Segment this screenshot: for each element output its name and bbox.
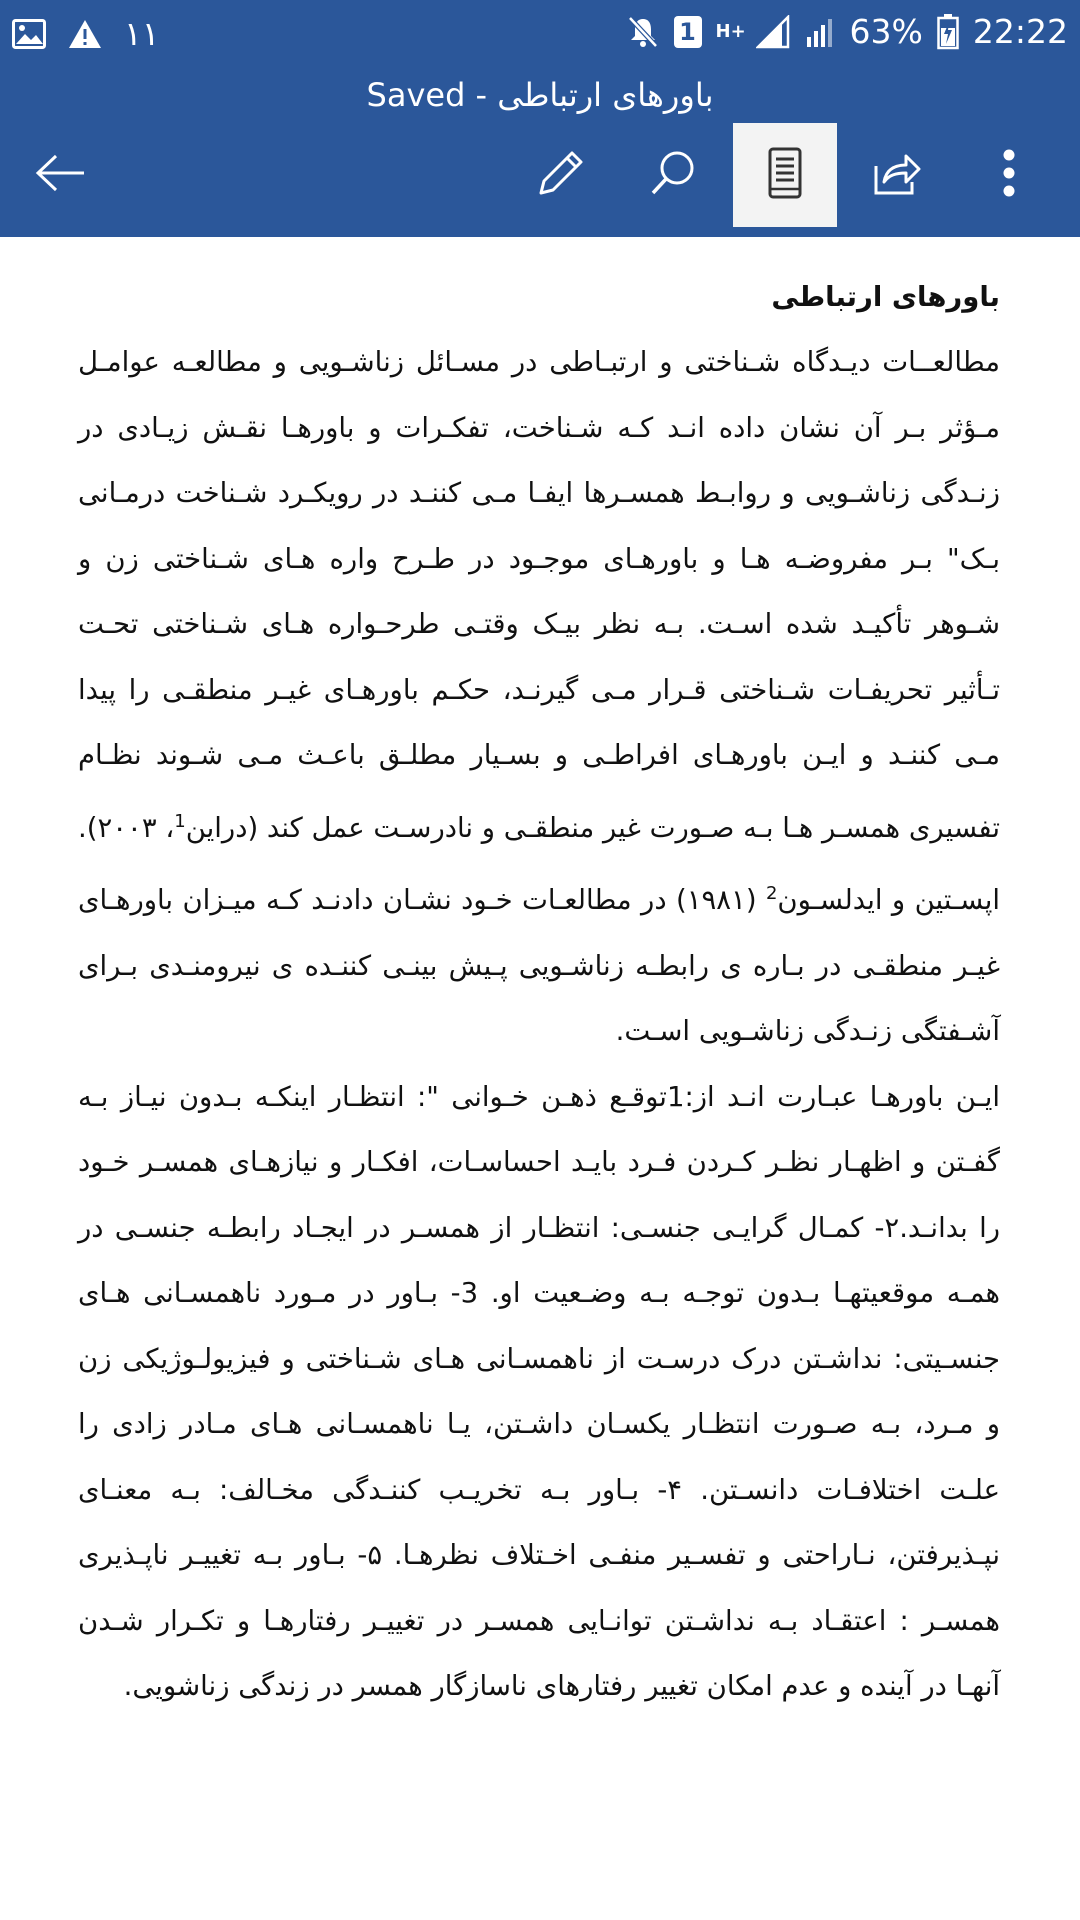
document-heading: باورهای ارتباطی: [771, 281, 1000, 313]
battery-percent: 63%: [849, 12, 923, 51]
paragraph-2-start: اپسـتین و ایدلسـون: [777, 884, 1000, 917]
document-body[interactable]: [78, 265, 1000, 1720]
share-button[interactable]: [845, 123, 949, 227]
document-content[interactable]: [0, 237, 1080, 1920]
notification-count: ١١: [124, 14, 160, 53]
mute-icon: [626, 15, 660, 49]
search-button[interactable]: [621, 123, 725, 227]
more-options-button[interactable]: [957, 123, 1061, 227]
share-icon: [872, 150, 922, 200]
more-options-icon: [1002, 148, 1016, 202]
status-bar: [0, 0, 1080, 66]
footnote-ref-2[interactable]: 2: [765, 883, 778, 905]
footnote-ref-1[interactable]: 1: [174, 810, 186, 832]
edit-button[interactable]: [509, 123, 613, 227]
battery-icon: [937, 14, 959, 50]
back-arrow-icon: [34, 153, 86, 197]
search-icon: [648, 148, 698, 202]
status-bar-left: [12, 14, 159, 54]
signal-icon: [756, 15, 792, 49]
back-button[interactable]: [8, 123, 112, 227]
paragraph-2-text: (۱۹۸۱) در مطالعـات خـود نشـان دادنـد کـه میـزان باورهـای غیـر منطقـی در بـاره ی رابطـه زناشـویی پـیش بینـی کننـده ی نیرومنـدی بـرای آشـفتگی زنـدگی زناشـویی اسـت.: [78, 884, 1000, 1048]
image-icon: [12, 19, 46, 49]
paragraph-1: [78, 330, 1000, 861]
edit-pencil-icon: [536, 148, 586, 202]
app-header: [0, 0, 1080, 237]
reading-view-icon: [768, 147, 802, 203]
reading-view-button[interactable]: [733, 123, 837, 227]
toolbar: [0, 123, 1080, 231]
paragraph-1-tail: ، ۲۰۰۳).: [78, 811, 175, 844]
paragraph-2: [78, 861, 1000, 1065]
paragraph-3: ایـن باورهـا عبـارت انـد از:1توقـع ذهـن خـوانی ": انتظـار اینکـه بـدون نیـاز بـه گفـتن و اظهـار نظـر کـردن فـرد بایـد احساسـات، افکـار و نیازهـای همسـر خـود را بدانـد.۲- کمـال گرایـی جنسـی: انتظـار از همسـر در ایجـاد رابطـه جنسـی در همـه موقعیتهـا بـدون توجـه بـه وضـعیت او. 3- بـاور در مـورد ناهمسـانی هـای جنسـیتی: نداشـتن درک درسـت از ناهمسـانی هـای شـناختی و فیزیولـوژیکی زن و مـرد، بـه صـورت انتظـار یکسـان داشـتن، یـا ناهمسـانی هـای مـادر زادی را علـت اختلافـات دانسـتن. ۴- بـاور بـه تخریـب کننـدگی مخـالف: بـه معنـای نپـذیرفتن، نـاراحتی و تفسـیر منفـی اخـتلاف نظرهـا. ۵- بـاور بـه تغییـر ناپـذیری همسـر : اعتقـاد بـه نداشـتن توانـایی همسـر در تغییـر رفتارهـا و تکـرار شـدن آنهـا در آینده و عدم امکان تغییر رفتارهای ناسازگار همسر در زندگی زناشویی.: [78, 1080, 1000, 1703]
network-type-label: H+: [715, 21, 746, 42]
warning-icon: [68, 19, 102, 49]
clock: 22:22: [972, 12, 1068, 51]
status-bar-right: [626, 12, 1068, 52]
paragraph-1-text: مطالعــات دیـدگاه شـناختی و ارتبـاطی در مسـائل زناشـویی و مطالعـه عوامـل مـؤثر بـر آن نشان داده انـد کـه شـناخت، تفکـرات و باورهـا نقـش زیـادی در زنـدگی زناشـویی و روابـط همسـرها ایفـا مـی کننـد در رویکـرد شـناخت درمـانی بـک" بـر مفروضـه هـا و باورهـای موجـود در طـرح واره هـای شـناختی زن و شـوهر تأکیـد شده اسـت. بـه نظر بیـک وقتـی طرحـواره هـای شـناختی تحـت تـأثیر تحریفـات شـناختی قـرار مـی گیرنـد، حکـم باورهـای غیـر منطقـی را پیدا مـی کننـد و ایـن باورهـای افراطـی و بسـیار مطلـق باعـث مـی شـوند نظـام تفسیری همسـر هـا بـه صـورت غیر منطقـی و نادرسـت عمل کند (دراین: [78, 346, 1000, 844]
signal-icon-2: [806, 15, 836, 49]
document-title: باورهای ارتباطی - Saved: [366, 76, 714, 114]
sim-badge: 1: [674, 16, 702, 48]
